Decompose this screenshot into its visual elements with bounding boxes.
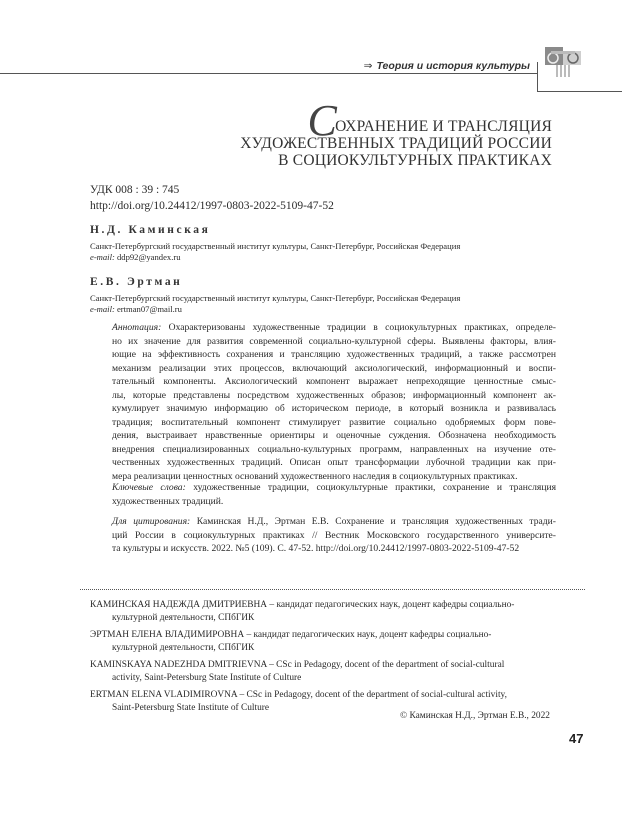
title-line: В СОЦИОКУЛЬТУРНЫХ ПРАКТИКАХ: [278, 151, 552, 169]
bio-line: activity, Saint-Petersburg State Institute of Culture: [112, 673, 302, 683]
bio-line: культурной деятельности, СПбГИК: [112, 613, 255, 623]
bio-line: KAMINSKAYA NADEZHDA DMITRIEVNA – CSc in Pedagogy, docent of the department of social-cultural: [90, 660, 505, 670]
abstract-line: но их значение для развития современной социально-культурной сферы. Выявлены факторы, влия-: [112, 335, 556, 347]
udk-code: УДК 008 : 39 : 745: [90, 184, 180, 196]
dotted-divider: [80, 589, 585, 590]
header-rule: [0, 73, 538, 74]
logo-frame: [537, 62, 538, 92]
author-bio: [90, 599, 560, 625]
abstract-line: мера реализации ценностных оснований художественного наследия в социокультурных практиках.: [112, 470, 518, 482]
copyright: © Каминская Н.Д., Эртман Е.В., 2022: [400, 711, 550, 721]
article-title: [240, 96, 552, 169]
abstract-line: чественных художественных традиций. Описан опыт трансформации лубочной традиции как при-: [112, 457, 556, 468]
abstract-line: механизм реализации этих процессов, включающий аксиологический, информационный и воспи-: [112, 362, 556, 374]
ionic-column-capital-icon: [545, 47, 581, 77]
abstract-label: Аннотация:: [112, 322, 162, 333]
abstract-line: традиция; воспитательный компонент стимулирует развитие социально одобряемых форм пове-: [112, 416, 556, 428]
arrow-icon: ⇒: [363, 60, 373, 72]
author-email: [90, 252, 181, 263]
author-affiliation: Санкт-Петербургский государственный институт культуры, Санкт-Петербург, Российская Федерация: [90, 241, 461, 251]
abstract-line: тательный компоненты. Аксиологический компонент выражает непреходящие ценностные смыс-: [112, 376, 556, 387]
email-link[interactable]: ddp92@yandex.ru: [116, 252, 181, 262]
citation-line: Каминская Н.Д., Эртман Е.В. Сохранение и трансляция художественных тради-: [196, 516, 556, 527]
title-line: ОХРАНЕНИЕ И ТРАНСЛЯЦИЯ: [335, 118, 552, 135]
citation-line: ций России в социокультурных практиках // Вестник Московского государственного университе-: [112, 529, 556, 541]
abstract-line: лы, которые представлены посредством художественных образов; информационный компонент ак-: [112, 389, 556, 401]
bio-line: КАМИНСКАЯ НАДЕЖДА ДМИТРИЕВНА – кандидат педагогических наук, доцент кафедры социально-: [90, 600, 515, 610]
section-title: Теория и история культуры: [376, 60, 530, 72]
logo-frame-bottom: [537, 91, 622, 92]
citation-line: та культуры и искусств. 2022. №5 (109). С. 47-52. http://doi.org/10.24412/1997-0803-2022-5109-47-52: [112, 543, 520, 554]
keywords-line: художественных традиций.: [112, 495, 224, 507]
abstract-line: Охарактеризованы художественные традиции в социокультурных практиках, определе-: [168, 322, 556, 333]
citation-label: Для цитирования:: [112, 516, 191, 527]
bio-line: ЭРТМАН ЕЛЕНА ВЛАДИМИРОВНА – кандидат педагогических наук, доцент кафедры социально-: [90, 630, 492, 640]
author-bio: [90, 659, 560, 685]
bio-line: ERTMAN ELENA VLADIMIROVNA – CSc in Pedagogy, docent of the department of social-cultural activity,: [90, 690, 507, 700]
title-line: ХУДОЖЕСТВЕННЫХ ТРАДИЦИЙ РОССИИ: [240, 135, 552, 152]
keywords: [112, 481, 556, 508]
abstract: [112, 321, 556, 483]
section-header: [364, 60, 530, 72]
doi-link[interactable]: http://doi.org/10.24412/1997-0803-2022-5109-47-52: [90, 200, 334, 212]
bio-line: Saint-Petersburg State Institute of Culture: [112, 703, 270, 713]
email-label: e-mail:: [90, 304, 115, 314]
title-initial: С: [307, 96, 338, 145]
bio-line: культурной деятельности, СПбГИК: [112, 643, 255, 653]
abstract-line: ющие на эффективность сохранения и трансляцию художественных традиций, а также рассмотрен: [112, 349, 556, 360]
email-link[interactable]: ertman07@mail.ru: [116, 304, 182, 314]
abstract-line: кумулирует значимую информацию об историческом периоде, в который возникла и развивалась: [112, 403, 556, 414]
page-number: 47: [569, 731, 584, 746]
author-email: [90, 304, 182, 315]
abstract-line: дения, выстраивает нравственные ориентиры и оценочные суждения. Обозначена необходимость: [112, 430, 556, 441]
abstract-line: внедрения специализированных социально-культурных программ, направленных на изучение оте-: [112, 443, 556, 455]
author-bio: [90, 629, 560, 655]
citation: [112, 515, 556, 556]
keywords-label: Ключевые слова:: [112, 482, 186, 493]
email-label: e-mail:: [90, 252, 115, 262]
author-name: Н.Д. Каминская: [90, 224, 211, 236]
author-name: Е.В. Эртман: [90, 276, 183, 288]
author-affiliation: Санкт-Петербургский государственный институт культуры, Санкт-Петербург, Российская Федерация: [90, 293, 461, 303]
keywords-line: художественные традиции, социокультурные практики, сохранение и трансляция: [193, 482, 556, 493]
author-bios: [90, 599, 560, 719]
